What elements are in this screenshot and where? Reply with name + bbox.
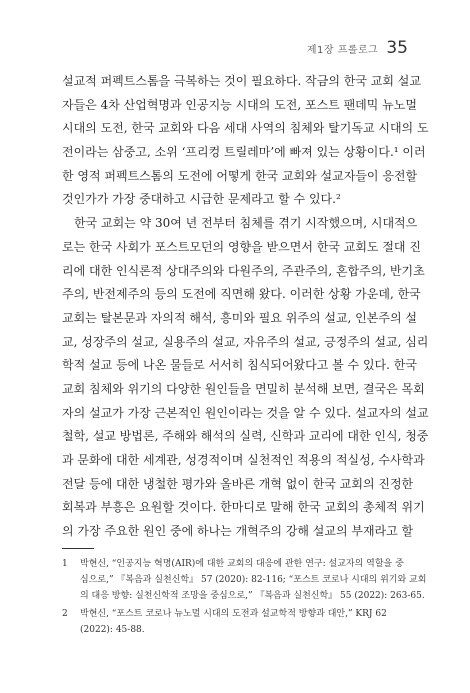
text-line: 한국 교회는 약 30여 년 전부터 침체를 겪기 시작했으며, 시대적으: [74, 216, 418, 231]
footnote-number: 1: [62, 559, 68, 569]
page-number: 35: [386, 38, 408, 58]
footnote-number: 2: [62, 609, 68, 619]
footnote-line: 심으로,” 『복음과 실천신학』 57 (2020): 82-116; “포스트 코로나 시대의 위기와 교회: [80, 575, 427, 585]
footnote-1: [62, 556, 427, 604]
text-line: 전달 등에 대한 냉철한 평가와 올바른 개혁 없이 한국 교회의 진정한: [62, 476, 414, 491]
text-line: 것인가가 가장 중대하고 시급한 문제라고 할 수 있다.²: [62, 192, 341, 207]
text-line: 의 가장 주요한 원인 중에 하나는 개혁주의 강해 설교의 부재라고 할: [62, 524, 414, 539]
footnote-line: 박현신, “인공지능 혁명(AIR)에 대한 교회의 대응에 관한 연구: 설교자의 역할을 중: [80, 559, 404, 569]
text-line: 로는 한국 사회가 포스트모던의 영향을 받으면서 한국 교회도 절대 진: [62, 239, 421, 254]
text-line: 설교적 퍼펙트스톰을 극복하는 것이 필요하다. 작금의 한국 교회 설교: [62, 74, 421, 88]
footnote-line: 의 대응 방향: 실천신학적 조망을 중심으로,” 『복음과 실천신학』 55 (2022): 263-65.: [80, 591, 425, 601]
footnote-line: (2022): 45-88.: [80, 625, 145, 635]
footnote-2: [62, 606, 412, 638]
running-head: [307, 38, 408, 58]
body-text: [62, 70, 429, 544]
footnote-line: 박현신, “포스트 코로나 뉴노멀 시대의 도전과 설교학적 방향과 대안,” KRJ 62: [80, 609, 387, 619]
text-line: 교회는 탈본문과 자의적 해석, 흥미와 필요 위주의 설교, 인본주의 설: [62, 310, 417, 325]
text-line: 자들은 4차 산업혁명과 인공지능 시대의 도전, 포스트 팬데믹 뉴노멀: [62, 97, 417, 112]
footnotes: [62, 556, 427, 640]
text-line: 전이라는 삼중고, 소위 ‘프리컹 트릴레마’에 빠져 있는 상황이다.¹ 이러: [62, 145, 426, 160]
footnote-divider: [62, 548, 94, 549]
text-line: 시대의 도전, 한국 교회와 다음 세대 사역의 침체와 탈기독교 시대의 도: [62, 121, 429, 136]
text-line: 리에 대한 인식론적 상대주의와 다원주의, 주관주의, 혼합주의, 반기초: [62, 263, 425, 278]
text-line: 한 영적 퍼펙트스톰의 도전에 어떻게 한국 교회와 설교자들이 응전할: [62, 168, 418, 183]
text-line: 교회 침체와 위기의 다양한 원인들을 면밀히 분석해 보면, 결국은 목회: [62, 381, 425, 396]
text-line: 과 문화에 대한 세계관, 성경적이며 실천적인 적용의 적실성, 수사학과: [62, 453, 425, 467]
text-line: 교, 성장주의 설교, 실용주의 설교, 자유주의 설교, 긍정주의 설교, 심리: [62, 334, 429, 349]
text-line: 자의 설교가 가장 근본적인 원인이라는 것을 알 수 있다. 설교자의 설교: [62, 405, 429, 420]
paragraph-2: [62, 212, 429, 544]
text-line: 회복과 부흥은 요원할 것이다. 한마디로 말해 한국 교회의 총체적 위기: [62, 500, 425, 515]
text-line: 주의, 반전제주의 등의 도전에 직면해 왔다. 이러한 상황 가운데, 한국: [62, 287, 421, 302]
paragraph-1: [62, 70, 429, 212]
text-line: 학적 설교 등에 나온 물들로 서서히 침식되어왔다고 볼 수 있다. 한국: [62, 358, 417, 373]
chapter-title: 제1장 프롤로그: [306, 45, 379, 56]
text-line: 철학, 설교 방법론, 주해와 해석의 실력, 신학과 교리에 대한 인식, 청중: [62, 429, 429, 444]
